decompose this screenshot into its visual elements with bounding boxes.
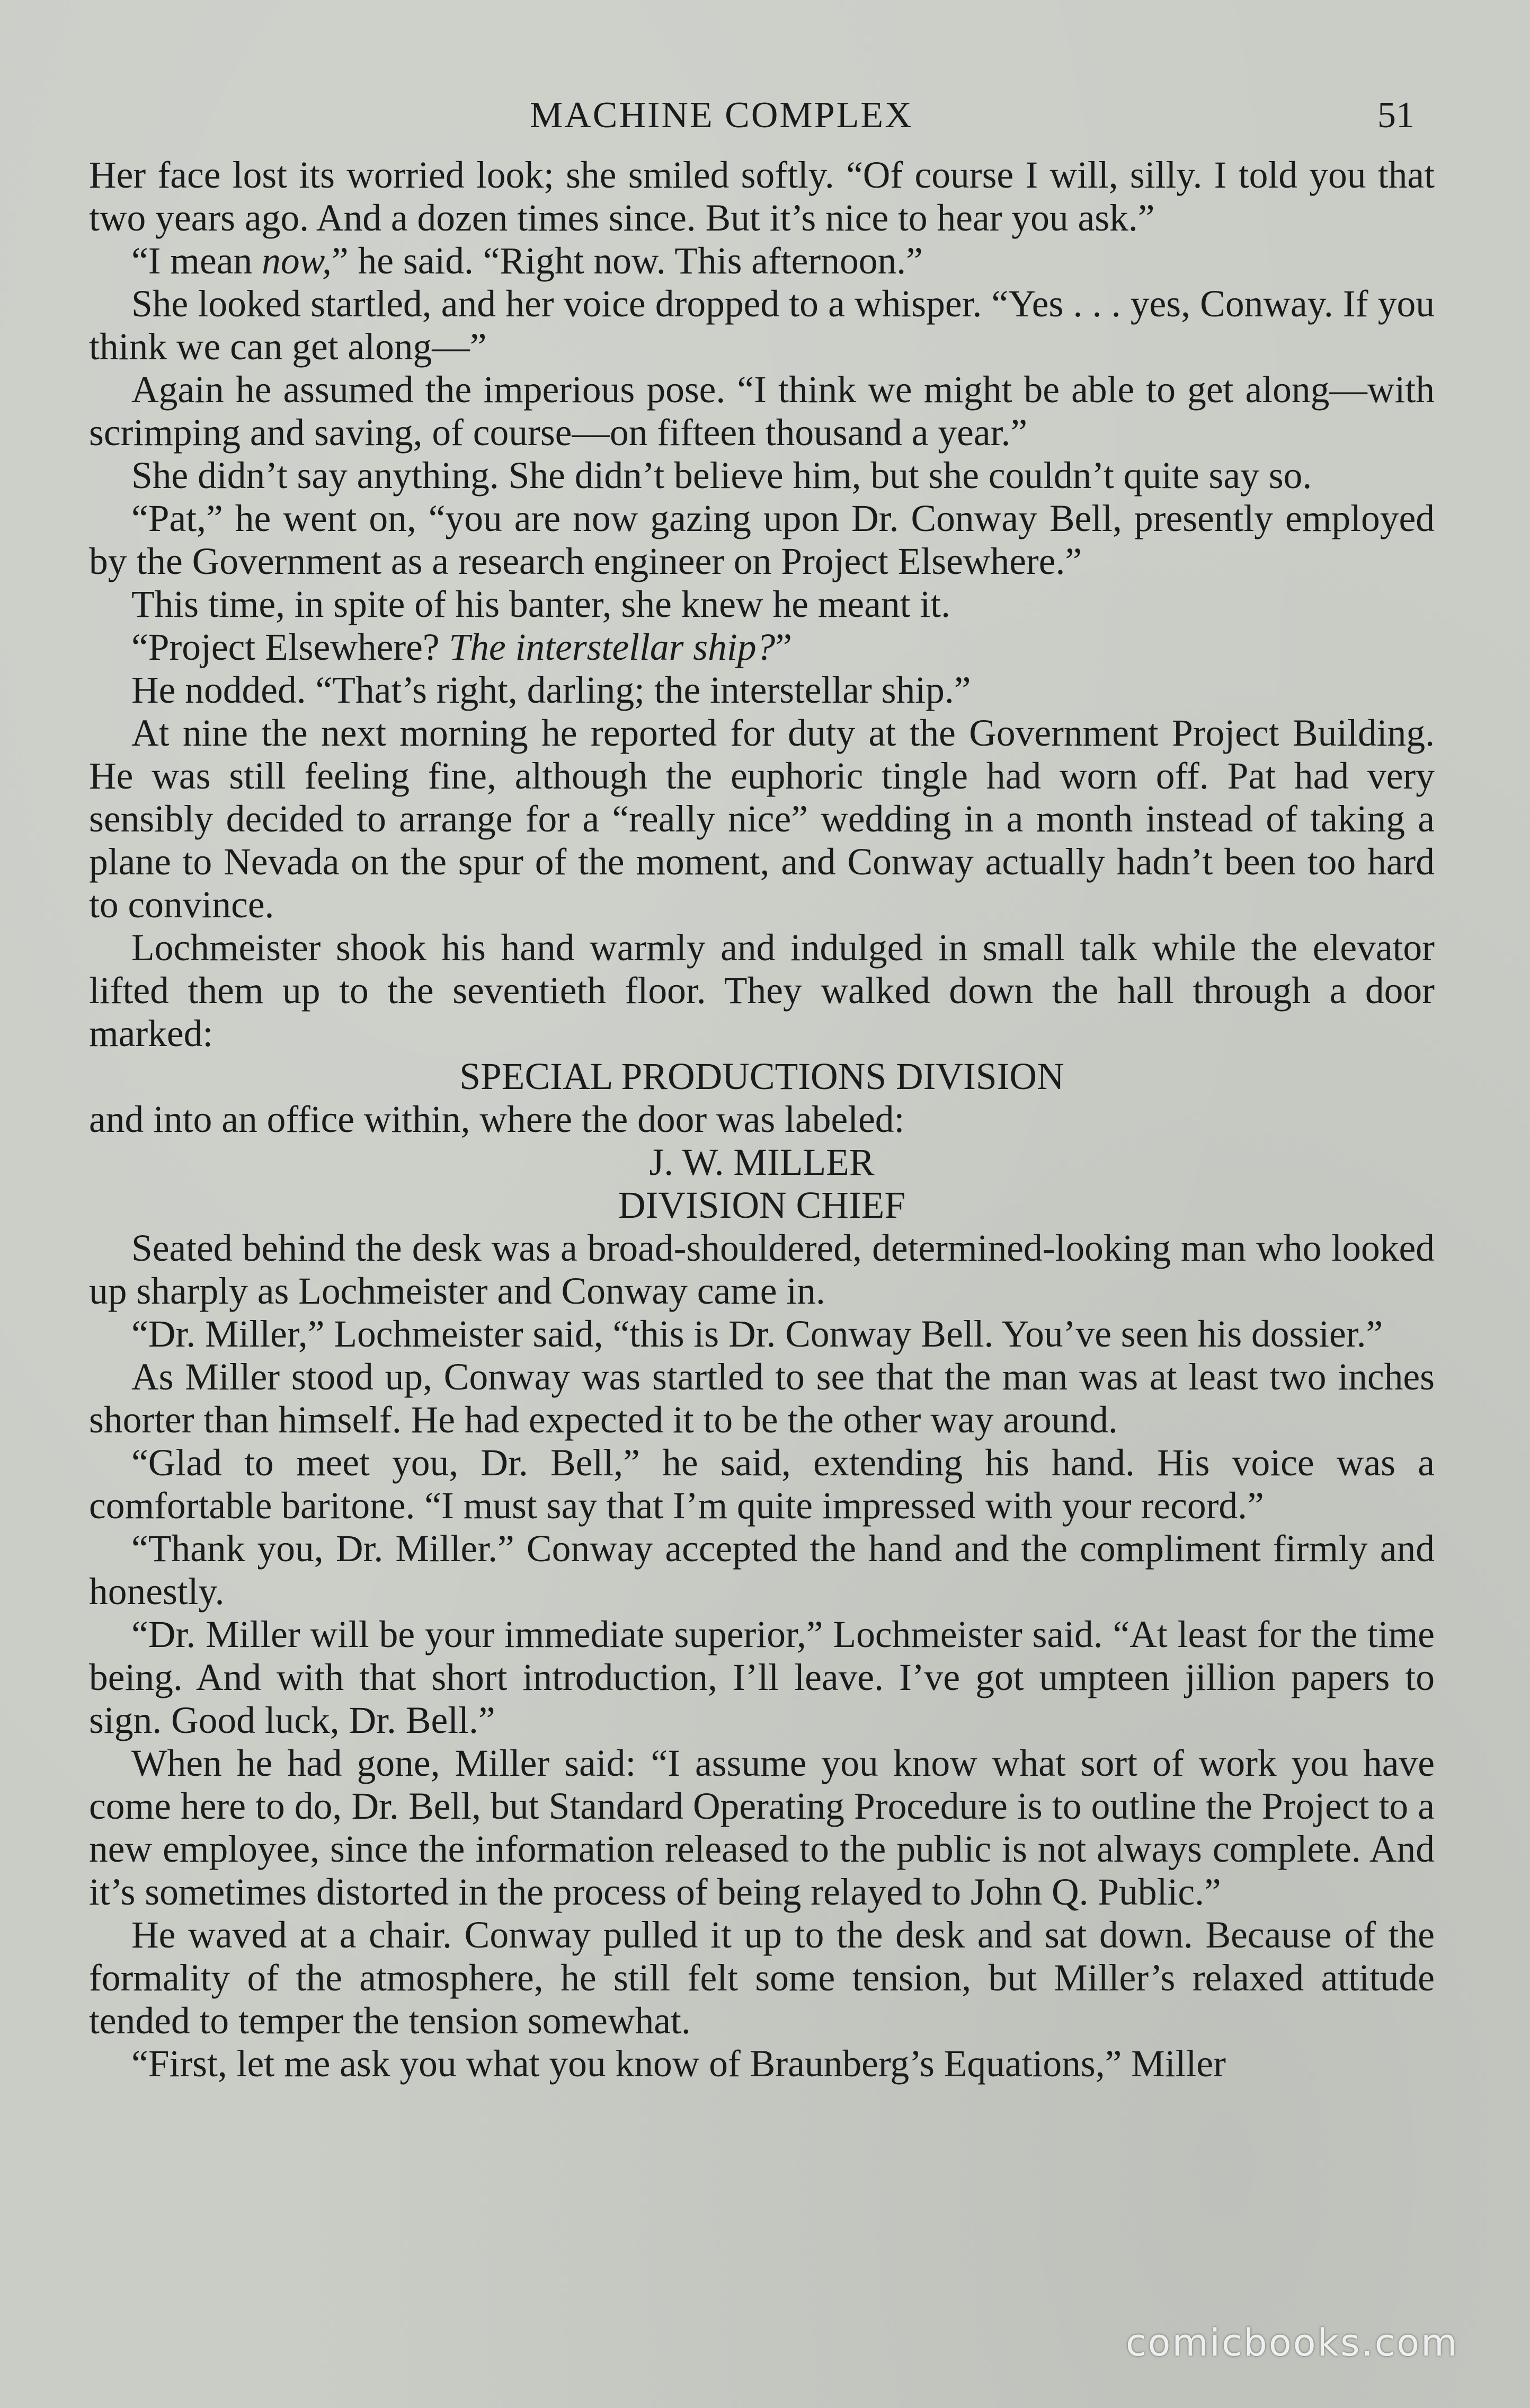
running-title: MACHINE COMPLEX xyxy=(530,95,913,136)
paragraph: He nodded. “That’s right, darling; the interstellar ship.” xyxy=(131,669,971,711)
paragraph: When he had gone, Miller said: “I assume you know what sort of work you have come here to do, Dr. Bell, but Standard Operating Procedure is to outline the Project to a new employee, since the information released to the public is not always complete. And it’s sometimes distorted in the process of being relayed to John Q. Public.” xyxy=(89,1742,1435,1913)
paragraph: Seated behind the desk was a broad-shouldered, determined-looking man who looked up sharply as Lochmeister and Conway came in. xyxy=(89,1227,1435,1312)
paragraph: “Pat,” he went on, “you are now gazing upon Dr. Conway Bell, presently employed by the Government as a research engineer on Project Elsewhere.” xyxy=(89,498,1435,582)
door-sign-title: DIVISION CHIEF xyxy=(618,1184,906,1226)
body-text xyxy=(89,154,1435,2085)
paragraph: She looked startled, and her voice dropped to a whisper. “Yes . . . yes, Conway. If you think we can get along—” xyxy=(89,283,1435,368)
paragraph: He waved at a chair. Conway pulled it up to the desk and sat down. Because of the formality of the atmosphere, he still felt some tension, but Miller’s relaxed attitude tended to temper the tension somewhat. xyxy=(89,1914,1435,2042)
paragraph: “Dr. Miller will be your immediate superior,” Lochmeister said. “At least for the time being. And with that short introduction, I’ll leave. I’ve got umpteen jillion papers to sign. Good luck, Dr. Bell.” xyxy=(89,1614,1435,1741)
emphasis-text: The interstellar ship? xyxy=(449,626,776,668)
paragraph: “Thank you, Dr. Miller.” Conway accepted the hand and the compliment firmly and honestly. xyxy=(89,1528,1435,1613)
text-run: “I mean xyxy=(131,240,262,282)
text-run: ” xyxy=(775,626,792,668)
emphasis-text: now, xyxy=(262,240,332,282)
paragraph: “Dr. Miller,” Lochmeister said, “this is Dr. Conway Bell. You’ve seen his dossier.” xyxy=(131,1313,1383,1355)
running-head xyxy=(0,89,1530,142)
paragraph: Lochmeister shook his hand warmly and indulged in small talk while the elevator lifted them up to the seventieth floor. They walked down the hall through a door marked: xyxy=(89,927,1435,1055)
page-number: 51 xyxy=(1377,95,1415,136)
paragraph: and into an office within, where the door was labeled: xyxy=(89,1099,905,1140)
paragraph: As Miller stood up, Conway was startled to see that the man was at least two inches shorter than himself. He had expected it to be the other way around. xyxy=(89,1356,1435,1441)
paragraph: “First, let me ask you what you know of Braunberg’s Equations,” Miller xyxy=(131,2043,1226,2085)
paragraph xyxy=(89,626,1435,669)
door-sign-name: J. W. MILLER xyxy=(649,1141,875,1183)
paragraph: This time, in spite of his banter, she knew he meant it. xyxy=(131,583,950,625)
door-sign-division: SPECIAL PRODUCTIONS DIVISION xyxy=(459,1056,1064,1097)
text-run: ” he said. “Right now. This afternoon.” xyxy=(331,240,923,282)
watermark-text: comicbooks.com xyxy=(1126,2321,1459,2365)
text-run: “Project Elsewhere? xyxy=(131,626,449,668)
paragraph xyxy=(89,240,1435,282)
paragraph: At nine the next morning he reported for duty at the Government Project Building. He was still feeling fine, although the euphoric tingle had worn off. Pat had very sensibly decided to arrange for a “really nice” wedding in a month instead of taking a plane to Nevada on the spur of the moment, and Conway actually hadn’t been too hard to convince. xyxy=(89,712,1435,926)
paragraph: She didn’t say anything. She didn’t believe him, but she couldn’t quite say so. xyxy=(131,455,1312,497)
paragraph: “Glad to meet you, Dr. Bell,” he said, extending his hand. His voice was a comfortable baritone. “I must say that I’m quite impressed with your record.” xyxy=(89,1442,1435,1527)
paragraph: Again he assumed the imperious pose. “I think we might be able to get along—with scrimping and saving, of course—on fifteen thousand a year.” xyxy=(89,369,1435,454)
paragraph: Her face lost its worried look; she smiled softly. “Of course I will, silly. I told you that two years ago. And a dozen times since. But it’s nice to hear you ask.” xyxy=(89,154,1435,239)
